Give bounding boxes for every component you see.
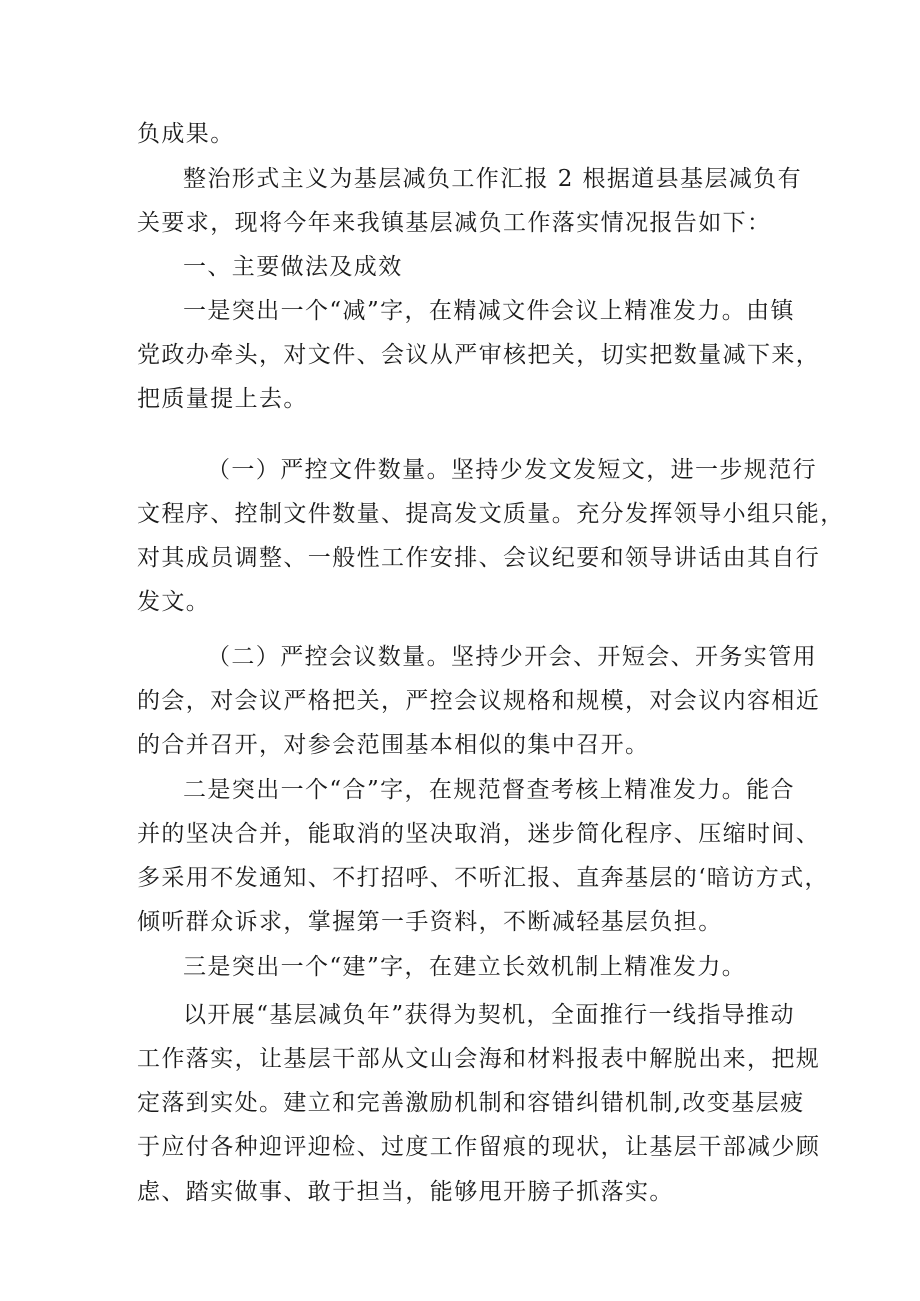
text-line: 党政办牵头，对文件、会议从严审核把关，切实把数量减下来， xyxy=(137,342,821,368)
text-line: 把质量提上去。 xyxy=(137,386,308,412)
text-line: 负成果。 xyxy=(137,121,235,147)
text-line: 对其成员调整、一般性工作安排、会议纪要和领导讲话由其自行 xyxy=(137,545,821,571)
section-heading: 一、主要做法及成效 xyxy=(183,254,403,280)
text-line: 的会，对会议严格把关，严控会议规格和规模，对会议内容相近 xyxy=(137,688,821,714)
text-line: 三是突出一个“建”字，在建立长效机制上精准发力。 xyxy=(183,954,747,980)
text-line: 虑、踏实做事、敢于担当，能够甩开膀子抓落实。 xyxy=(137,1179,674,1205)
text-line: 以开展“基层减负年”获得为契机，全面推行一线指导推动 xyxy=(183,1002,795,1028)
text-line: 倾听群众诉求，掌握第一手资料，不断减轻基层负担。 xyxy=(137,909,723,935)
text-line: （二）严控会议数量。坚持少开会、开短会、开务实管用 xyxy=(207,644,817,670)
text-line: 并的坚决合并，能取消的坚决取消，迷步简化程序、压缩时间、 xyxy=(137,821,821,847)
text-line: 定落到实处。建立和完善激励机制和容错纠错机制,改变基层疲 xyxy=(137,1090,805,1116)
text-line: 多采用不发通知、不打招呼、不听汇报、直奔基层的‘暗访方式， xyxy=(137,865,829,891)
text-line: 工作落实，让基层干部从文山会海和材料报表中解脱出来，把规 xyxy=(137,1046,821,1072)
text-line: 的合并召开，对参会范围基本相似的集中召开。 xyxy=(137,732,650,758)
text-line: 于应付各种迎评迎检、过度工作留痕的现状，让基层干部减少顾 xyxy=(137,1134,821,1160)
text-line: 文程序、控制文件数量、提高发文质量。充分发挥领导小组只能， xyxy=(137,501,845,527)
text-line: 一是突出一个“减”字，在精减文件会议上精准发力。由镇 xyxy=(183,298,795,324)
text-line: 发文。 xyxy=(137,589,211,615)
text-line: 关要求，现将今年来我镇基层减负工作落实情况报告如下： xyxy=(137,210,772,236)
text-line: 整治形式主义为基层减负工作汇报 2 根据道县基层减负有 xyxy=(183,166,803,192)
text-line: （一）严控文件数量。坚持少发文发短文，进一步规范行 xyxy=(207,457,817,483)
text-line: 二是突出一个“合”字，在规范督查考核上精准发力。能合 xyxy=(183,777,795,803)
